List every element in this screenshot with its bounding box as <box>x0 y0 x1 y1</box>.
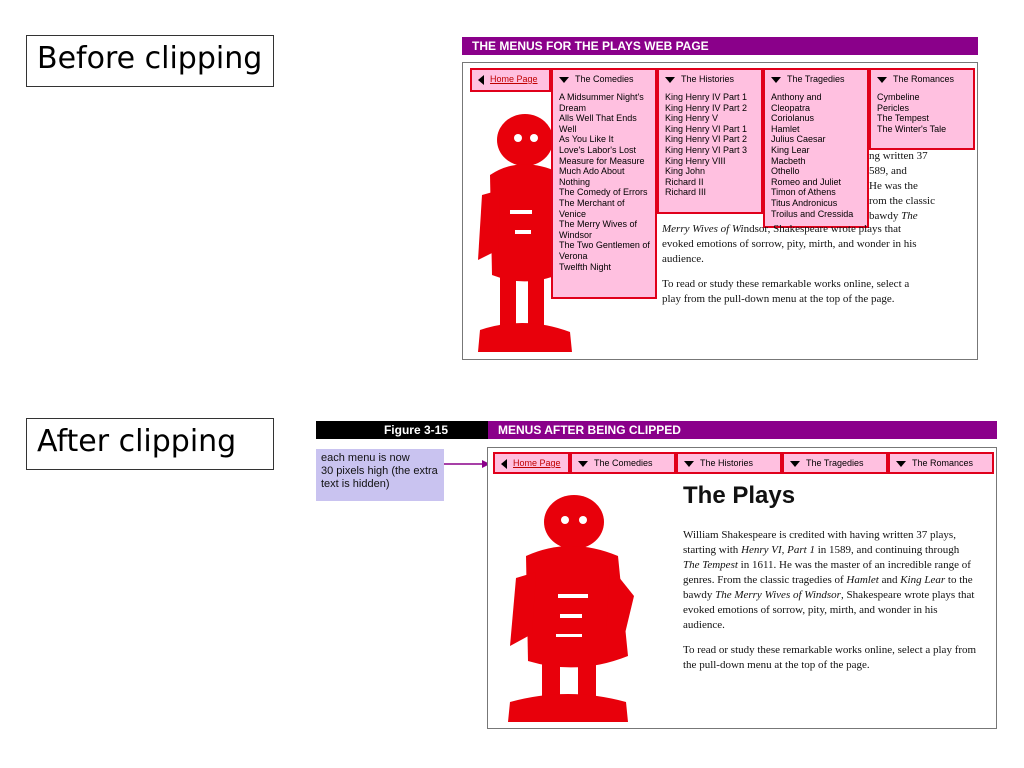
histories-list <box>659 88 761 198</box>
text-line: rom the classic <box>869 195 935 207</box>
menu-title: The Tragedies <box>787 74 845 84</box>
bottom-menu-comedies[interactable] <box>570 452 676 474</box>
chevron-down-icon <box>578 461 588 467</box>
text-line: play from the pull-down menu at the top of the page. <box>662 293 895 305</box>
left-arrow-icon <box>501 459 507 469</box>
after-clipping-label: After clipping <box>26 418 274 470</box>
list-item[interactable]: The Tempest <box>877 113 929 124</box>
list-item[interactable]: Romeo and Juliet <box>771 176 842 187</box>
top-title-bar: THE MENUS FOR THE PLAYS WEB PAGE <box>462 37 978 55</box>
list-item[interactable]: Twelfth Night <box>559 261 612 272</box>
callout-note <box>316 449 444 501</box>
top-menu-histories[interactable] <box>657 68 763 214</box>
text-line: audience. <box>662 253 704 265</box>
paragraph: William Shakespeare is credited with having written 37 plays, starting with Henry VI, Part 1 in 1589, and continuing through The Tempest in 1611. He was the master of an incredible range of genres. From the classic tragedies of Hamlet and King Lear to the bawdy The Merry Wives of Windsor, Shakespeare wrote plays that evoked emotions of sorrow, pity, mirth, and wonder in his audience. <box>683 529 975 631</box>
chevron-down-icon <box>684 461 694 467</box>
list-item[interactable]: Much Ado About Nothing <box>559 166 625 187</box>
list-item[interactable]: Coriolanus <box>771 113 815 124</box>
menu-title: The Tragedies <box>806 458 864 468</box>
bottom-menu-histories[interactable] <box>676 452 782 474</box>
text-line: bawdy The <box>869 210 918 222</box>
list-item[interactable]: Hamlet <box>771 123 800 134</box>
bottom-title-bar: MENUS AFTER BEING CLIPPED <box>488 421 997 439</box>
romances-list <box>871 88 973 134</box>
list-item[interactable]: Richard III <box>665 187 707 198</box>
bottom-menu-tragedies[interactable] <box>782 452 888 474</box>
list-item[interactable]: The Comedy of Errors <box>559 187 648 198</box>
list-item[interactable]: King Henry VIII <box>665 155 726 166</box>
chevron-down-icon <box>771 77 781 83</box>
list-item[interactable]: King Henry VI Part 3 <box>665 144 748 155</box>
figure-label-bar: Figure 3-15 <box>316 421 488 439</box>
tragedies-list <box>765 88 867 219</box>
menu-title: The Romances <box>912 458 974 468</box>
bottom-body-text <box>683 528 978 683</box>
paragraph: To read or study these remarkable works online, select a play from the pull-down menu at the top of the page. <box>683 644 977 671</box>
page-title: The Plays <box>683 482 796 509</box>
menu-title: The Romances <box>893 74 955 84</box>
list-item[interactable]: King Henry VI Part 2 <box>665 134 748 145</box>
before-clipping-label: Before clipping <box>26 35 274 87</box>
top-menu-tragedies[interactable] <box>763 68 869 228</box>
list-item[interactable]: Anthony and Cleopatra <box>771 92 822 113</box>
list-item[interactable]: The Winter's Tale <box>877 123 947 134</box>
bottom-menu-home[interactable] <box>493 452 570 474</box>
bottom-menu-romances[interactable] <box>888 452 994 474</box>
list-item[interactable]: King Henry IV Part 1 <box>665 92 748 102</box>
list-item[interactable]: Julius Caesar <box>771 134 826 145</box>
list-item[interactable]: As You Like It <box>559 134 614 145</box>
chevron-down-icon <box>559 77 569 83</box>
text-line: ng written 37 <box>869 150 928 162</box>
list-item[interactable]: The Merchant of Venice <box>559 197 625 219</box>
list-item[interactable]: Alls Well That Ends Well <box>559 113 637 134</box>
home-page-link[interactable]: Home Page <box>490 74 538 84</box>
callout-line: 30 pixels high (the extra <box>321 465 438 477</box>
text-line: He was the <box>869 180 918 192</box>
list-item[interactable]: The Two Gentlemen of Verona <box>559 240 650 261</box>
list-item[interactable]: King Henry VI Part 1 <box>665 123 748 134</box>
callout-line: text is hidden) <box>321 478 390 490</box>
top-text-lower <box>662 222 972 307</box>
list-item[interactable]: Love's Labor's Lost <box>559 144 636 155</box>
menu-title: The Comedies <box>575 74 634 84</box>
list-item[interactable]: Measure for Measure <box>559 155 645 166</box>
top-menu-romances[interactable] <box>869 68 975 150</box>
left-arrow-icon <box>478 75 484 85</box>
list-item[interactable]: Othello <box>771 166 800 177</box>
comedies-list <box>553 88 655 272</box>
text-line: To read or study these remarkable works online, select a <box>662 278 910 290</box>
top-menu-home[interactable] <box>470 68 551 92</box>
list-item[interactable]: King Henry IV Part 2 <box>665 102 748 113</box>
text-line: evoked emotions of sorrow, pity, mirth, and wonder in his <box>662 238 917 250</box>
chevron-down-icon <box>877 77 887 83</box>
list-item[interactable]: Troilus and Cressida <box>771 208 854 219</box>
home-page-link[interactable]: Home Page <box>513 458 561 468</box>
menu-title: The Comedies <box>594 458 653 468</box>
chevron-down-icon <box>896 461 906 467</box>
menu-title: The Histories <box>700 458 754 468</box>
list-item[interactable]: King John <box>665 166 706 177</box>
top-text-fragments-right <box>869 149 974 224</box>
menu-title: The Histories <box>681 74 735 84</box>
list-item[interactable]: King Henry V <box>665 113 719 124</box>
text-line: Merry Wives of Windsor, Shakespeare wrote plays that <box>662 223 902 235</box>
chevron-down-icon <box>790 461 800 467</box>
list-item[interactable]: Pericles <box>877 102 910 113</box>
list-item[interactable]: Richard II <box>665 176 704 187</box>
callout-line: each menu is now <box>321 452 410 464</box>
list-item[interactable]: King Lear <box>771 144 810 155</box>
list-item[interactable]: A Midsummer Night's Dream <box>559 92 644 113</box>
list-item[interactable]: Cymbeline <box>877 92 920 102</box>
list-item[interactable]: Macbeth <box>771 155 806 166</box>
list-item[interactable]: Titus Andronicus <box>771 197 838 208</box>
top-menu-comedies[interactable] <box>551 68 657 299</box>
falstaff-illustration-bottom <box>498 486 638 724</box>
list-item[interactable]: The Merry Wives of Windsor <box>559 219 638 240</box>
chevron-down-icon <box>665 77 675 83</box>
list-item[interactable]: Timon of Athens <box>771 187 836 198</box>
text-line: 589, and <box>869 165 907 177</box>
